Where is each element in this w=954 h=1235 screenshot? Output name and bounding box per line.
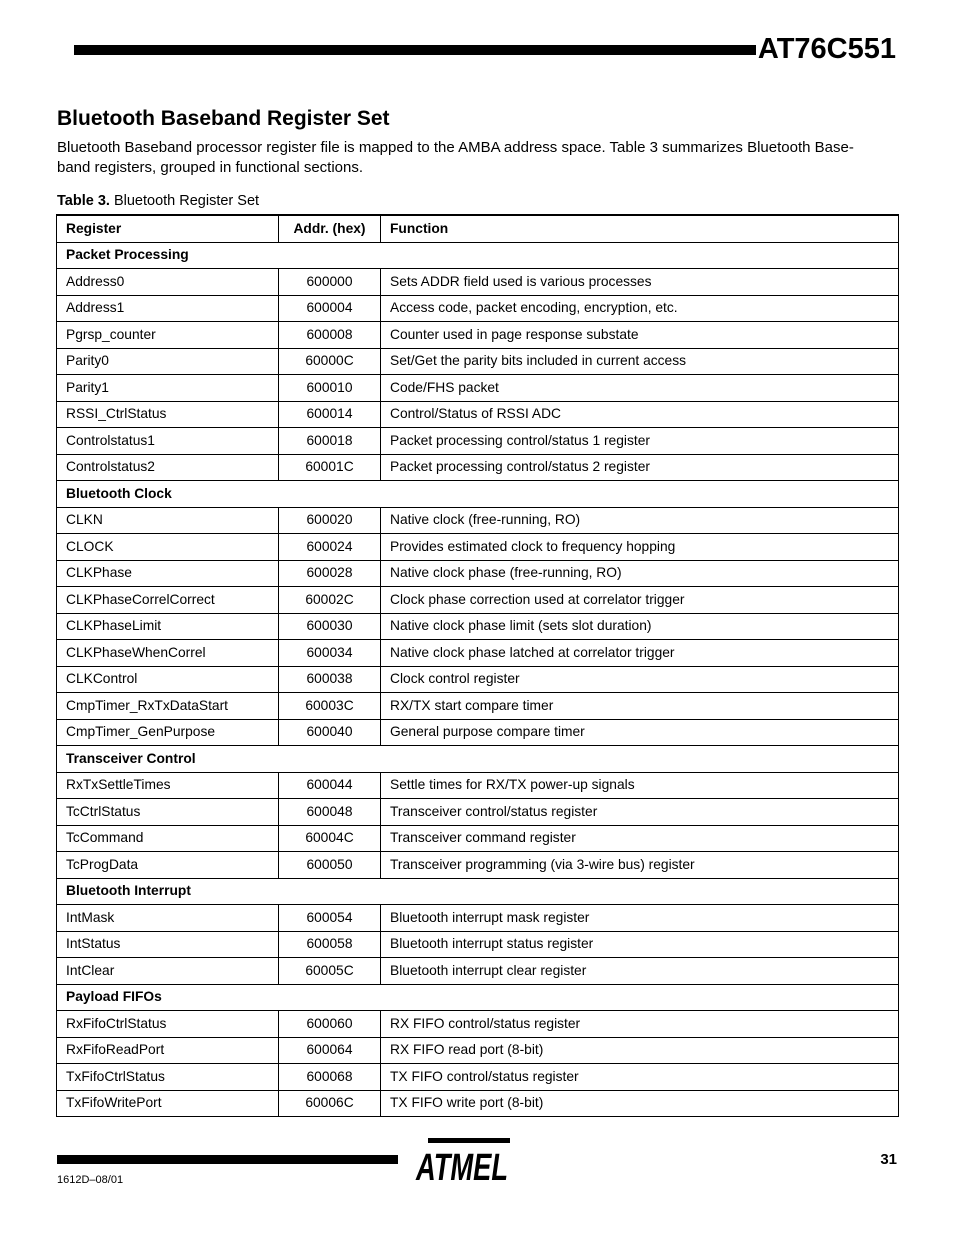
table-row xyxy=(57,852,899,879)
address-cell: 60002C xyxy=(279,587,381,614)
address-cell: 600030 xyxy=(279,613,381,640)
function-cell: Counter used in page response substate xyxy=(381,322,899,349)
table-caption-label: Table 3. xyxy=(57,193,110,209)
function-cell: Transceiver programming (via 3-wire bus) register xyxy=(381,852,899,879)
table-row xyxy=(57,666,899,693)
register-name-cell: Controlstatus2 xyxy=(57,454,279,481)
section-title: Bluetooth Baseband Register Set xyxy=(57,107,390,130)
register-name-cell: CLOCK xyxy=(57,534,279,561)
column-header-function: Function xyxy=(381,215,899,242)
address-cell: 60004C xyxy=(279,825,381,852)
function-cell: Access code, packet encoding, encryption, etc. xyxy=(381,295,899,322)
intro-paragraph xyxy=(57,138,899,177)
atmel-logo-text: ATMEL xyxy=(415,1147,508,1189)
function-cell: Packet processing control/status 2 register xyxy=(381,454,899,481)
address-cell: 600024 xyxy=(279,534,381,561)
register-name-cell: IntStatus xyxy=(57,931,279,958)
intro-line-2: band registers, grouped in functional sections. xyxy=(57,158,364,176)
address-cell: 600038 xyxy=(279,666,381,693)
table-row xyxy=(57,375,899,402)
address-cell: 60003C xyxy=(279,693,381,720)
table-row xyxy=(57,269,899,296)
function-cell: Bluetooth interrupt status register xyxy=(381,931,899,958)
table-body xyxy=(57,242,899,1117)
table-row xyxy=(57,587,899,614)
table-header-row xyxy=(57,215,899,242)
function-cell: Transceiver control/status register xyxy=(381,799,899,826)
table-row xyxy=(57,1011,899,1038)
address-cell: 600010 xyxy=(279,375,381,402)
address-cell: 600054 xyxy=(279,905,381,932)
register-name-cell: CmpTimer_GenPurpose xyxy=(57,719,279,746)
table-row xyxy=(57,322,899,349)
column-header-address: Addr. (hex) xyxy=(279,215,381,242)
column-header-register: Register xyxy=(57,215,279,242)
register-name-cell: CLKPhaseWhenCorrel xyxy=(57,640,279,667)
group-row xyxy=(57,481,899,508)
table-row xyxy=(57,1090,899,1117)
address-cell: 600014 xyxy=(279,401,381,428)
address-cell: 600044 xyxy=(279,772,381,799)
group-row xyxy=(57,746,899,773)
function-cell: Native clock (free-running, RO) xyxy=(381,507,899,534)
table-row xyxy=(57,295,899,322)
address-cell: 600050 xyxy=(279,852,381,879)
table-row xyxy=(57,799,899,826)
register-name-cell: CLKPhaseCorrelCorrect xyxy=(57,587,279,614)
function-cell: RX FIFO control/status register xyxy=(381,1011,899,1038)
function-cell: Packet processing control/status 1 register xyxy=(381,428,899,455)
table-row xyxy=(57,772,899,799)
register-name-cell: RSSI_CtrlStatus xyxy=(57,401,279,428)
table-row xyxy=(57,1037,899,1064)
function-cell: Clock phase correction used at correlator trigger xyxy=(381,587,899,614)
function-cell: General purpose compare timer xyxy=(381,719,899,746)
table-caption xyxy=(57,191,259,211)
function-cell: Transceiver command register xyxy=(381,825,899,852)
register-table xyxy=(56,214,899,1117)
register-name-cell: RxTxSettleTimes xyxy=(57,772,279,799)
function-cell: TX FIFO control/status register xyxy=(381,1064,899,1091)
register-name-cell: Parity1 xyxy=(57,375,279,402)
register-name-cell: IntClear xyxy=(57,958,279,985)
address-cell: 600018 xyxy=(279,428,381,455)
register-name-cell: Pgrsp_counter xyxy=(57,322,279,349)
intro-line-1: Bluetooth Baseband processor register file is mapped to the AMBA address space. Table 3 summarizes Bluetooth Base- xyxy=(57,139,854,156)
function-cell: Native clock phase limit (sets slot duration) xyxy=(381,613,899,640)
address-cell: 60006C xyxy=(279,1090,381,1117)
address-cell: 600040 xyxy=(279,719,381,746)
register-name-cell: Controlstatus1 xyxy=(57,428,279,455)
address-cell: 600000 xyxy=(279,269,381,296)
register-name-cell: CLKPhaseLimit xyxy=(57,613,279,640)
register-name-cell: TcCtrlStatus xyxy=(57,799,279,826)
document-code: 1612D–08/01 xyxy=(57,1174,124,1186)
function-cell: Native clock phase latched at correlator trigger xyxy=(381,640,899,667)
table-row xyxy=(57,401,899,428)
footer-rule xyxy=(57,1155,398,1164)
register-name-cell: TxFifoWritePort xyxy=(57,1090,279,1117)
register-name-cell: TxFifoCtrlStatus xyxy=(57,1064,279,1091)
table-row xyxy=(57,348,899,375)
table-row xyxy=(57,905,899,932)
function-cell: TX FIFO write port (8-bit) xyxy=(381,1090,899,1117)
header-rule xyxy=(74,45,756,55)
function-cell: RX/TX start compare timer xyxy=(381,693,899,720)
address-cell: 600048 xyxy=(279,799,381,826)
address-cell: 600004 xyxy=(279,295,381,322)
function-cell: Bluetooth interrupt clear register xyxy=(381,958,899,985)
function-cell: Code/FHS packet xyxy=(381,375,899,402)
table-row xyxy=(57,719,899,746)
register-name-cell: Address1 xyxy=(57,295,279,322)
group-row xyxy=(57,984,899,1011)
register-name-cell: CLKPhase xyxy=(57,560,279,587)
address-cell: 600058 xyxy=(279,931,381,958)
table-row xyxy=(57,640,899,667)
table-row xyxy=(57,560,899,587)
register-name-cell: TcProgData xyxy=(57,852,279,879)
address-cell: 600068 xyxy=(279,1064,381,1091)
register-name-cell: CLKControl xyxy=(57,666,279,693)
function-cell: Sets ADDR field used is various processes xyxy=(381,269,899,296)
group-title: Transceiver Control xyxy=(57,746,899,773)
address-cell: 600034 xyxy=(279,640,381,667)
atmel-logo xyxy=(410,1138,510,1189)
page-number: 31 xyxy=(880,1151,897,1168)
table-row xyxy=(57,428,899,455)
table-row xyxy=(57,454,899,481)
table-row xyxy=(57,693,899,720)
table-row xyxy=(57,613,899,640)
table-caption-text: Bluetooth Register Set xyxy=(113,193,260,209)
function-cell: Native clock phase (free-running, RO) xyxy=(381,560,899,587)
register-name-cell: Address0 xyxy=(57,269,279,296)
table-row xyxy=(57,825,899,852)
table-row xyxy=(57,534,899,561)
function-cell: Bluetooth interrupt mask register xyxy=(381,905,899,932)
group-title: Bluetooth Clock xyxy=(57,481,899,508)
group-title: Bluetooth Interrupt xyxy=(57,878,899,905)
register-name-cell: CmpTimer_RxTxDataStart xyxy=(57,693,279,720)
address-cell: 60001C xyxy=(279,454,381,481)
register-name-cell: CLKN xyxy=(57,507,279,534)
group-row xyxy=(57,242,899,269)
function-cell: Set/Get the parity bits included in current access xyxy=(381,348,899,375)
group-title: Payload FIFOs xyxy=(57,984,899,1011)
address-cell: 600064 xyxy=(279,1037,381,1064)
table-row xyxy=(57,1064,899,1091)
table-row xyxy=(57,931,899,958)
table-row xyxy=(57,507,899,534)
register-name-cell: IntMask xyxy=(57,905,279,932)
function-cell: Settle times for RX/TX power-up signals xyxy=(381,772,899,799)
register-name-cell: Parity0 xyxy=(57,348,279,375)
document-title: AT76C551 xyxy=(757,33,896,65)
group-title: Packet Processing xyxy=(57,242,899,269)
address-cell: 60005C xyxy=(279,958,381,985)
group-row xyxy=(57,878,899,905)
address-cell: 600028 xyxy=(279,560,381,587)
register-name-cell: RxFifoCtrlStatus xyxy=(57,1011,279,1038)
address-cell: 60000C xyxy=(279,348,381,375)
function-cell: Control/Status of RSSI ADC xyxy=(381,401,899,428)
address-cell: 600020 xyxy=(279,507,381,534)
function-cell: Clock control register xyxy=(381,666,899,693)
address-cell: 600060 xyxy=(279,1011,381,1038)
register-name-cell: RxFifoReadPort xyxy=(57,1037,279,1064)
address-cell: 600008 xyxy=(279,322,381,349)
register-name-cell: TcCommand xyxy=(57,825,279,852)
function-cell: Provides estimated clock to frequency hopping xyxy=(381,534,899,561)
table-row xyxy=(57,958,899,985)
function-cell: RX FIFO read port (8-bit) xyxy=(381,1037,899,1064)
